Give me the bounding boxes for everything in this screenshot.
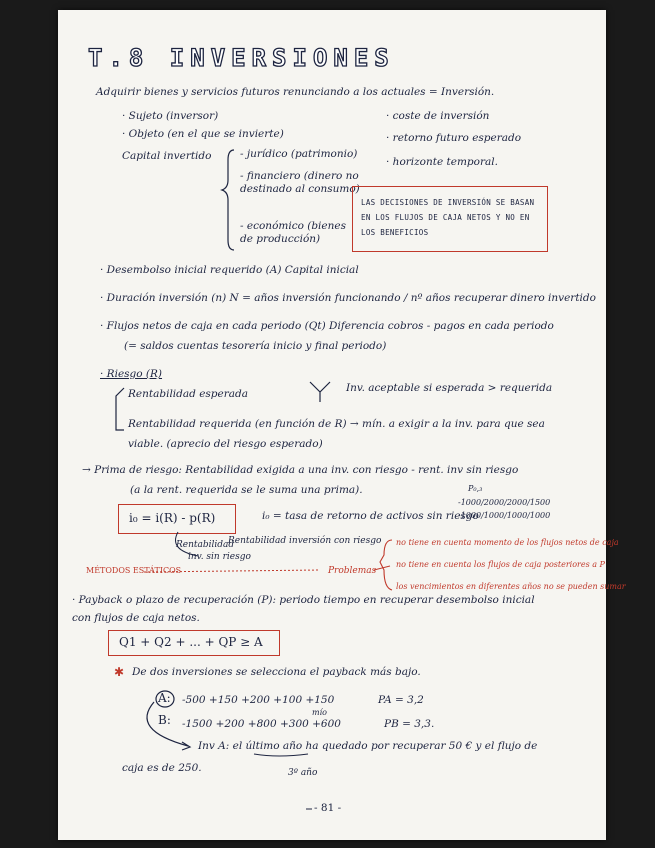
- star-icon: ✱: [114, 665, 125, 679]
- hand-drawn-marks: [58, 10, 606, 840]
- page-title: T.8 INVERSIONES: [88, 44, 395, 72]
- prima-nota: (a la rent. requerida se le suma una prima).: [130, 484, 363, 496]
- capital-juridico: - jurídico (patrimonio): [240, 148, 358, 160]
- p-label: P₀,₃: [468, 484, 483, 493]
- annotation-rentabilidad: Rentabilidad: [176, 540, 235, 550]
- capital-brace: [222, 150, 234, 250]
- prima-riesgo: → Prima de riesgo: Rentabilidad exigida a una inv. con riesgo - rent. inv sin riesgo: [82, 464, 519, 476]
- desembolso: · Desembolso inicial requerido (A) Capital inicial: [100, 264, 359, 276]
- fork-mark: [310, 382, 330, 402]
- problema-2: no tiene en cuenta los flujos de caja posteriores a P: [396, 560, 605, 569]
- formula-arrow: [176, 532, 199, 556]
- capital-economico: - económico (bienes de producción): [240, 220, 346, 245]
- notebook-page: [58, 10, 626, 840]
- annotation-sin-riesgo: inv. sin riesgo: [188, 552, 251, 562]
- duracion: · Duración inversión (n) N = años inversión funcionando / nº años recuperar dinero invertido: [100, 292, 596, 304]
- metodos-line: [144, 570, 320, 572]
- riesgo: · Riesgo (R): [100, 368, 163, 380]
- metodos-estaticos: MÉTODOS ESTÁTICOS: [86, 566, 182, 575]
- third-year: 3º año: [288, 768, 318, 778]
- decision-box-text: LAS DECISIONES DE INVERSIÓN SE BASAN EN LOS FLUJOS DE CAJA NETOS Y NO EN LOS BENEFICIOS: [361, 198, 535, 237]
- conclusion-line-1: Inv A: el último año ha quedado por recuperar 50 € y el flujo de: [198, 740, 538, 752]
- payback-def: · Payback o plazo de recuperación (P): periodo tiempo en recuperar desembolso inicial: [72, 594, 535, 606]
- problema-3: los vencimientos en diferentes años no se pueden sumar: [396, 582, 626, 591]
- inv-a-label: A:: [158, 691, 171, 705]
- capital-financiero: - financiero (dinero no destinado al consumo): [240, 170, 360, 195]
- item-capital: Capital invertido: [122, 150, 212, 162]
- item-objeto: · Objeto (en el que se invierte): [122, 128, 284, 140]
- formula: i₀ = i(R) - p(R): [129, 511, 216, 525]
- inv-b-values: -1500 +200 +800 +300 +600: [182, 718, 341, 730]
- flujos: · Flujos netos de caja en cada periodo (Qt) Diferencia cobros - pagos en cada periodo: [100, 320, 554, 332]
- annotation-rent-riesgo: Rentabilidad inversión con riesgo: [228, 536, 382, 546]
- small-note: mío: [312, 708, 327, 717]
- item-retorno: · retorno futuro esperado: [386, 132, 522, 144]
- saldos: (= saldos cuentas tesorería inicio y final periodo): [124, 340, 387, 352]
- page-number: - 81 -: [314, 802, 342, 814]
- payback-def-2: con flujos de caja netos.: [72, 612, 200, 624]
- ultimo-underline: [254, 754, 308, 756]
- inv-a-payback: PA = 3,2: [378, 694, 424, 706]
- inv-b-payback: PB = 3,3.: [384, 718, 435, 730]
- problemas-brace: [380, 540, 392, 590]
- item-sujeto: · Sujeto (inversor): [122, 110, 219, 122]
- inv-aceptable: Inv. aceptable si esperada > requerida: [346, 382, 553, 394]
- fractions: -1000/2000/2000/1500 -1000/1000/1000/1000: [458, 498, 551, 520]
- inv-b-label: B:: [158, 713, 171, 727]
- payback-formula: Q1 + Q2 + ... + QP ≥ A: [119, 635, 263, 649]
- inv-a-arrow: [147, 702, 188, 746]
- formula-desc: i₀ = tasa de retorno de activos sin riesgo: [262, 510, 479, 522]
- item-horizonte: · horizonte temporal.: [386, 156, 498, 168]
- problemas: Problemas: [328, 566, 377, 576]
- rent-esperada: Rentabilidad esperada: [128, 388, 248, 400]
- rent-requerida: Rentabilidad requerida (en función de R) → mín. a exigir a la inv. para que sea viable. (aprecio del riesgo esperado): [128, 418, 545, 450]
- inv-a-values: -500 +150 +200 +100 +150: [182, 694, 335, 706]
- inv-a-circle: [156, 691, 174, 707]
- choose-rule: De dos inversiones se selecciona el payback más bajo.: [132, 666, 421, 678]
- riesgo-bracket: [116, 388, 124, 430]
- conclusion-line-2: caja es de 250.: [122, 762, 202, 774]
- item-coste: · coste de inversión: [386, 110, 490, 122]
- intro-definition: Adquirir bienes y servicios futuros renunciando a los actuales = Inversión.: [96, 86, 495, 98]
- problema-1: no tiene en cuenta momento de los flujos netos de caja: [396, 538, 619, 547]
